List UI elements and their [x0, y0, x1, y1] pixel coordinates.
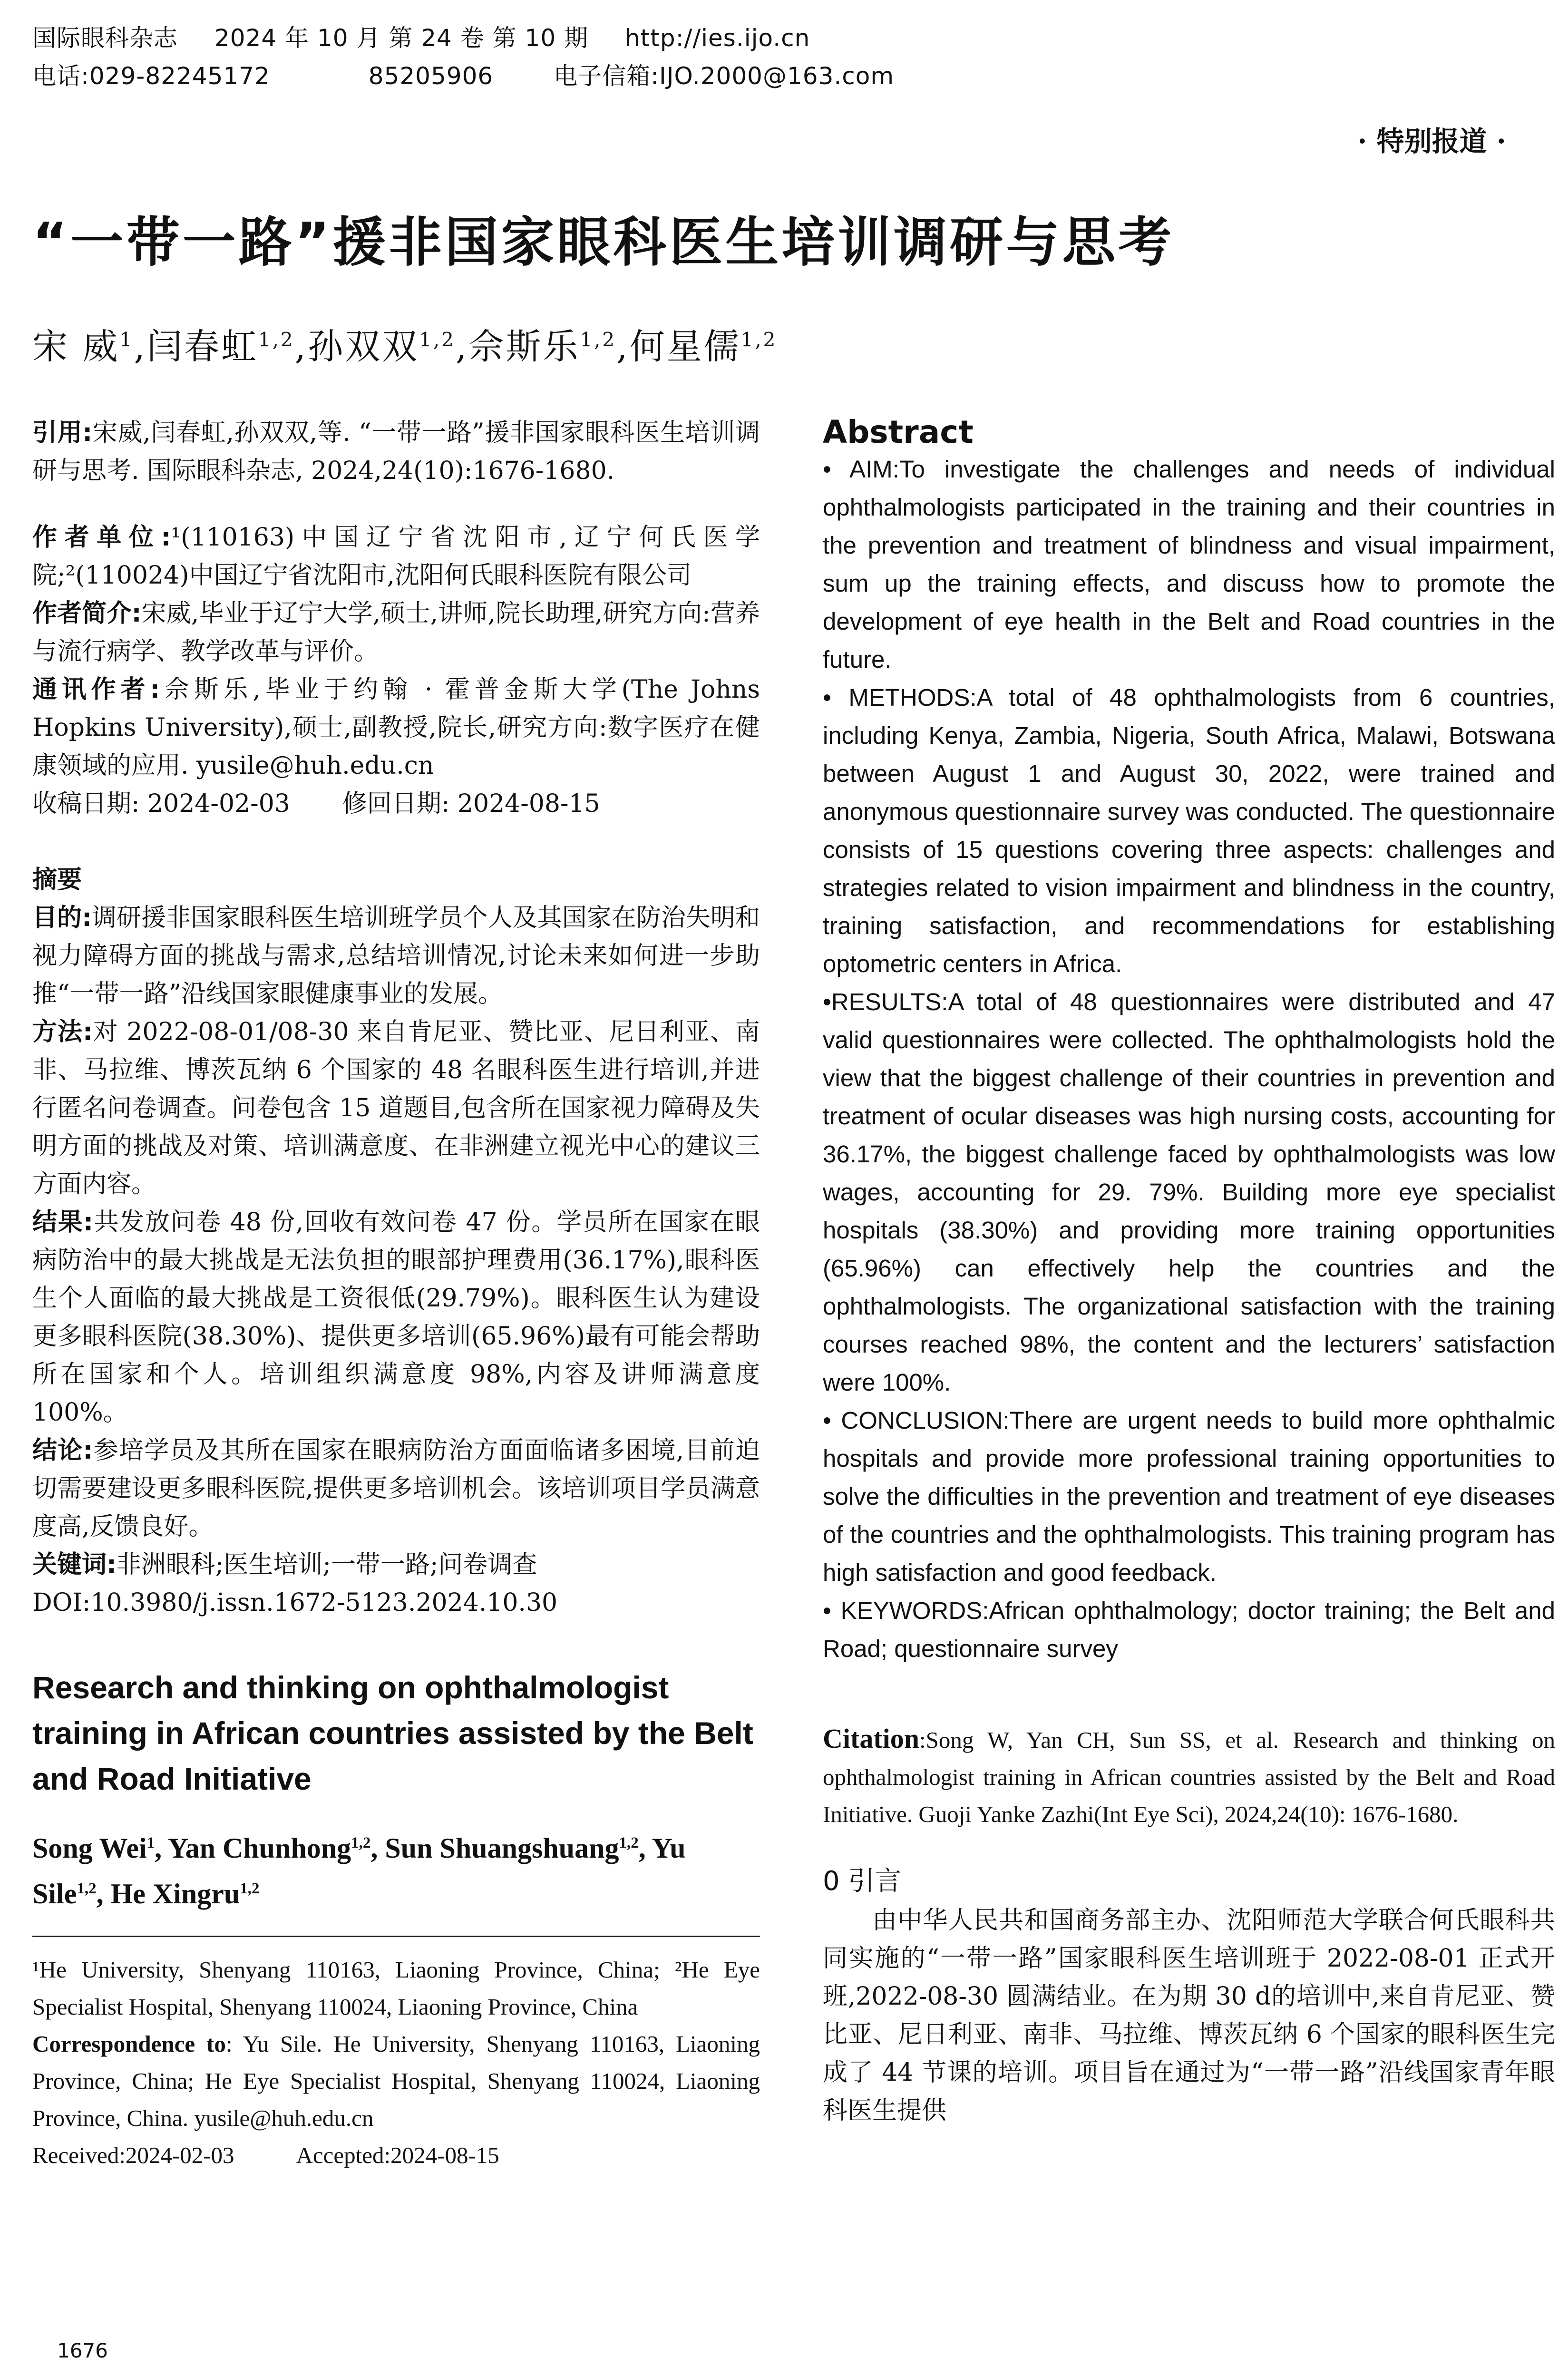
right-column	[823, 414, 1555, 2130]
email[interactable]: 电子信箱:IJO.2000@163.com	[554, 62, 895, 90]
author-affil-mark: 1,2	[258, 328, 295, 351]
abstract-keywords-en	[823, 1592, 1555, 1668]
en-author-mark: 1,2	[351, 1834, 371, 1851]
author-name: 宋 威	[32, 326, 120, 367]
left-column	[32, 414, 760, 2174]
citation-en-label: Citation	[823, 1723, 919, 1754]
abstract-objective	[32, 899, 760, 1013]
citation-label: 引用:	[32, 419, 93, 447]
citation-en-text: :Song W, Yan CH, Sun SS, et al. Research and thinking on ophthalmologist training in African countries assisted by the Belt and Road Initiative. Guoji Yanke Zazhi(Int Eye Sci), 2024,24(10): 1676-1680.	[823, 1727, 1555, 1827]
revised-date: 修回日期: 2024-08-15	[342, 789, 600, 818]
conclusion-en-label: • CONCLUSION:	[823, 1407, 1010, 1434]
en-accepted: Accepted:2024-08-15	[296, 2142, 499, 2168]
results-en-label: •RESULTS:	[823, 988, 948, 1015]
en-author-mark: 1,2	[77, 1880, 97, 1897]
aim-label: • AIM:	[823, 456, 899, 483]
aim-text: To investigate the challenges and needs of individual ophthalmologists participated in the training and their countries in the prevention and treatment of blindness and visual impairment, sum up the training effects, and discuss how to promote the development of eye health in the Belt and Road countries in the future.	[823, 456, 1555, 673]
author-affil-mark: 1,2	[740, 328, 778, 351]
author-name: ,孙双双	[294, 326, 419, 367]
results-en-text: A total of 48 questionnaires were distributed and 47 valid questionnaires were collected. The ophthalmologists hold the view that the biggest challenge of their countries in prevention and treatment of ocular diseases was high nursing costs, accounting for 36.17%, the biggest challenge faced by ophthalmologists was low wages, accounting for 29. 79%. Building more eye specialist hospitals (38.30%) and providing more training opportunities (65.96%) can effectively help the countries and the ophthalmologists. The organizational satisfaction with the training courses reached 98%, the content and the lecturers’ satisfaction were 100%.	[823, 988, 1555, 1396]
en-author: , Sun Shuangshuang	[370, 1832, 619, 1864]
citation-text: 宋威,闫春虹,孙双双,等. “一带一路”援非国家眼科医生培训调研与思考. 国际眼科杂志, 2024,24(10):1676-1680.	[32, 419, 760, 485]
intro-text: 由中华人民共和国商务部主办、沈阳师范大学联合何氏眼科共同实施的“一带一路”国家眼科医生培训班于 2022-08-01 正式开班,2022-08-30 圆满结业。在为期 30 d的培训中,来自肯尼亚、赞比亚、尼日利亚、南非、马拉维、博茨瓦纳 6 个国家的眼科医生完成了 44 节课的培训。项目旨在通过为“一带一路”沿线国家青年眼科医生提供	[823, 1906, 1555, 2125]
corr-label: 通讯作者:	[32, 675, 160, 704]
en-author: , Yu Sile	[32, 1832, 686, 1909]
methods-label: 方法:	[32, 1018, 93, 1046]
abstract-methods	[32, 1013, 760, 1203]
author-affil-mark: 1	[119, 328, 134, 351]
abstract-en-heading: Abstract	[823, 414, 974, 450]
methods-text: 对 2022-08-01/08-30 来自肯尼亚、赞比亚、尼日利亚、南非、马拉维、博茨瓦纳 6 个国家的 48 名眼科医生进行培训,并进行匿名问卷调查。问卷包含 15 道题目,包含所在国家视力障碍及失明方面的挑战及对策、培训满意度、在非洲建立视光中心的建议三方面内容。	[32, 1018, 760, 1198]
author-name: ,何星儒	[616, 326, 741, 367]
keywords-en-label: • KEYWORDS:	[823, 1597, 989, 1624]
phone2: 85205906	[368, 62, 494, 90]
results-label: 结果:	[32, 1208, 93, 1237]
corr-text: 佘斯乐,毕业于约翰 · 霍普金斯大学(The Johns Hopkins University),硕士,副教授,院长,研究方向:数字医疗在健康领域的应用. yusile@huh.edu.cn	[32, 675, 760, 780]
english-affiliation: ¹He University, Shenyang 110163, Liaoning Province, China; ²He Eye Specialist Hospital, Shenyang 110024, Liaoning Province, China	[32, 1957, 760, 2020]
keywords-label: 关键词:	[32, 1550, 117, 1579]
objective-text: 调研援非国家眼科医生培训班学员个人及其国家在防治失明和视力障碍方面的挑战与需求,总结培训情况,讨论未来如何进一步助推“一带一路”沿线国家眼健康事业的发展。	[32, 904, 760, 1008]
english-dates	[32, 2137, 760, 2174]
en-corr-label: Correspondence to	[32, 2031, 226, 2057]
affil-text: ¹(110163)中国辽宁省沈阳市,辽宁何氏医学院;²(110024)中国辽宁省沈阳市,沈阳何氏眼科医院有限公司	[32, 523, 760, 590]
citation-cn	[32, 414, 760, 490]
objective-label: 目的:	[32, 904, 92, 932]
section-tag: · 特别报道 ·	[1357, 125, 1506, 157]
page-number: 1676	[57, 2339, 108, 2362]
abstract-cn-heading	[32, 861, 760, 899]
methods-en-text: A total of 48 ophthalmologists from 6 countries, including Kenya, Zambia, Nigeria, South Africa, Malawi, Botswana between August 1 and August 30, 2022, were trained and anonymous questionnaire survey was conducted. The questionnaire consists of 15 questions covering three aspects: challenges and strategies related to vision impairment and blindness in the country, training satisfaction, and recommendations for establishing optometric centers in Africa.	[823, 684, 1555, 977]
dates-cn	[32, 785, 760, 823]
en-author-mark: 1,2	[240, 1880, 260, 1897]
conclusion-text: 参培学员及其所在国家在眼病防治方面面临诸多困境,目前迫切需要建设更多眼科医院,提供更多培训机会。该培训项目学员满意度高,反馈良好。	[32, 1436, 760, 1541]
bio-text: 宋威,毕业于辽宁大学,硕士,讲师,院长助理,研究方向:营养与流行病学、教学改革与评价。	[32, 599, 760, 666]
phone: 电话:029-82245172	[32, 62, 270, 90]
conclusion-en-text: There are urgent needs to build more ophthalmic hospitals and provide more professional training opportunities to solve the difficulties in the prevention and treatment of eye diseases of the countries and the ophthalmologists. This training program has high satisfaction and good feedback.	[823, 1407, 1555, 1586]
page-title: “一带一路”援非国家眼科医生培训调研与思考	[32, 212, 1175, 273]
journal-header	[32, 23, 810, 53]
methods-en-label: • METHODS:	[823, 684, 977, 711]
doi[interactable]: DOI:10.3980/j.issn.1672-5123.2024.10.30	[32, 1588, 558, 1617]
authors-cn	[32, 319, 777, 369]
keywords-en-text: African ophthalmology; doctor training; the Belt and Road; questionnaire survey	[823, 1597, 1555, 1662]
keywords-text: 非洲眼科;医生培训;一带一路;问卷调查	[116, 1550, 537, 1579]
received-date: 收稿日期: 2024-02-03	[32, 789, 290, 818]
bio-label: 作者简介:	[32, 599, 142, 628]
author-affil-mark: 1,2	[419, 328, 456, 351]
en-author-mark: 1	[146, 1834, 155, 1851]
abstract-conclusion-en	[823, 1402, 1555, 1592]
english-correspondence	[32, 2026, 760, 2137]
issue-info: 2024 年 10 月 第 24 卷 第 10 期	[214, 24, 589, 52]
en-author: , Yan Chunhong	[155, 1832, 351, 1864]
abstract-aim	[823, 450, 1555, 679]
en-corr-text: : Yu Sile. He University, Shenyang 110163, Liaoning Province, China; He Eye Specialist Hospital, Shenyang 110024, Liaoning Province, China. yusile@huh.edu.cn	[32, 2031, 760, 2131]
author-name: ,闫春虹	[134, 326, 258, 367]
abstract-conclusion	[32, 1432, 760, 1546]
intro-heading: 0 引言	[823, 1866, 902, 1897]
author-affil-mark: 1,2	[580, 328, 617, 351]
journal-url[interactable]: http://ies.ijo.cn	[624, 24, 810, 52]
english-authors	[32, 1825, 760, 1917]
affil-label: 作者单位:	[32, 523, 171, 552]
journal-name: 国际眼科杂志	[32, 24, 178, 52]
en-received: Received:2024-02-03	[32, 2142, 234, 2168]
keywords-cn	[32, 1546, 760, 1584]
abstract-methods-en	[823, 679, 1555, 983]
bio-cn	[32, 594, 760, 671]
citation-en	[823, 1720, 1555, 1833]
divider	[32, 1936, 760, 1937]
abstract-cn-title: 摘要	[32, 866, 82, 894]
abstract-results-en	[823, 983, 1555, 1402]
english-title: Research and thinking on ophthalmologist training in African countries assisted by the Belt and Road Initiative	[32, 1670, 753, 1796]
conclusion-label: 结论:	[32, 1436, 93, 1465]
results-text: 共发放问卷 48 份,回收有效问卷 47 份。学员所在国家在眼病防治中的最大挑战是无法负担的眼部护理费用(36.17%),眼科医生个人面临的最大挑战是工资很低(29.79%)。眼科医生认为建设更多眼科医院(38.30%)、提供更多培训(65.96%)最有可能会帮助所在国家和个人。培训组织满意度 98%,内容及讲师满意度 100%。	[32, 1208, 760, 1427]
corresponding-cn	[32, 671, 760, 785]
en-author-mark: 1,2	[619, 1834, 639, 1851]
abstract-results	[32, 1203, 760, 1432]
en-author: , He Xingru	[96, 1878, 240, 1909]
en-author: Song Wei	[32, 1832, 147, 1864]
contact-line	[32, 61, 894, 91]
affiliation-cn	[32, 518, 760, 594]
author-name: ,佘斯乐	[455, 326, 580, 367]
